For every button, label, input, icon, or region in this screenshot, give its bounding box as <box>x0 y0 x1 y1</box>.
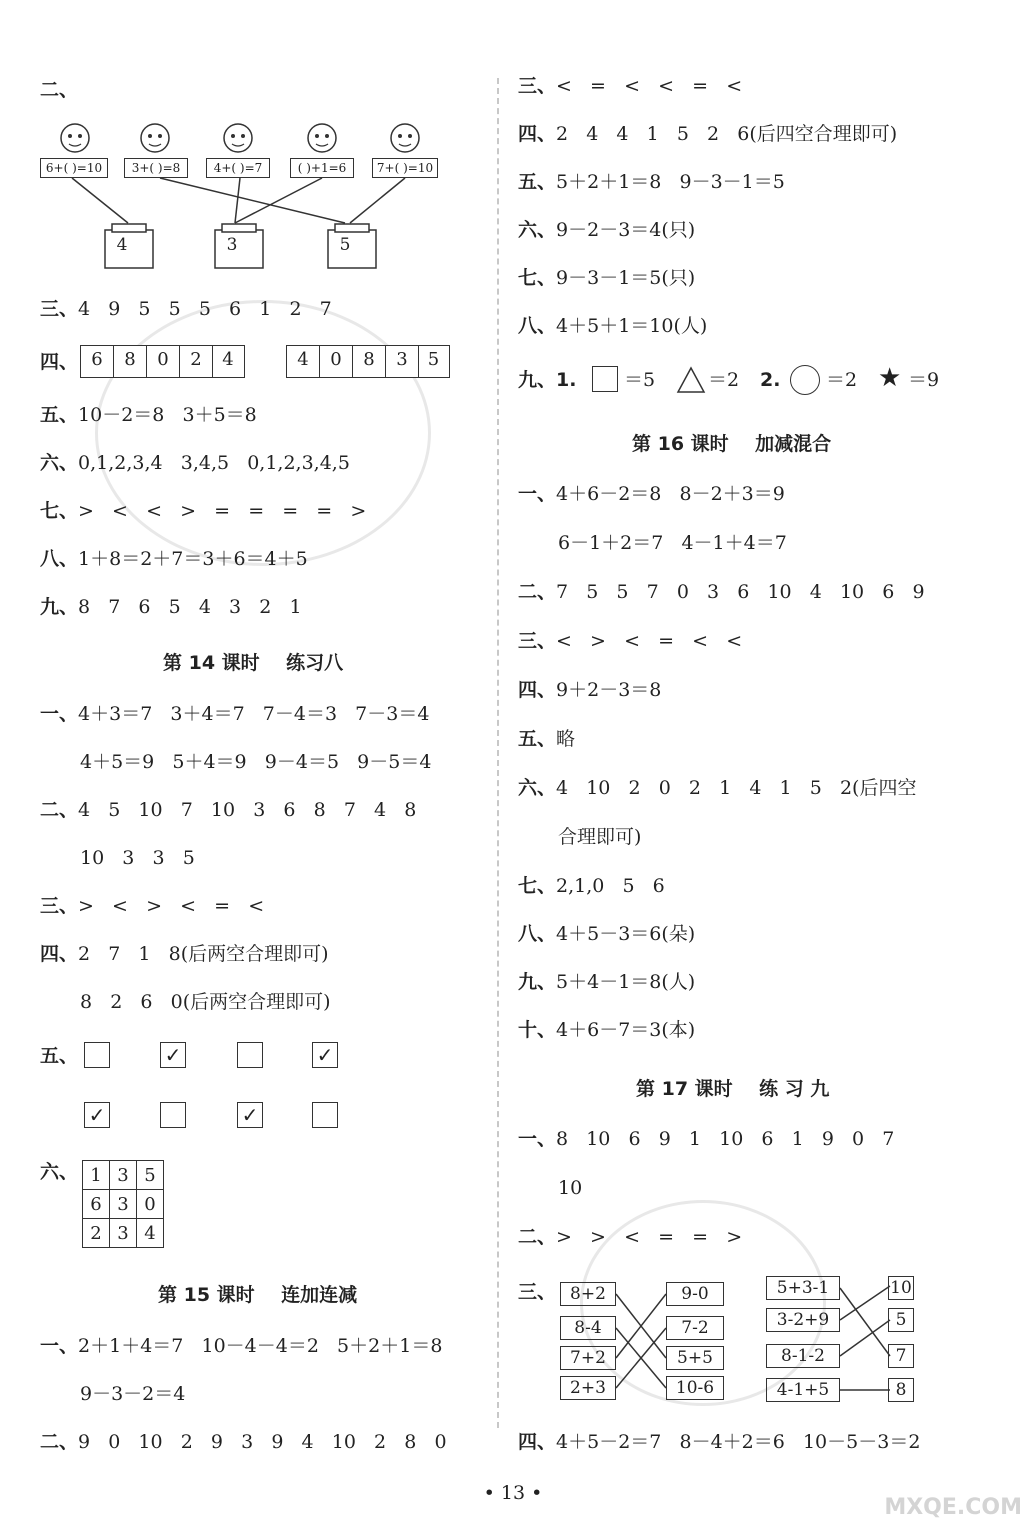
grid-cell: 5 <box>137 1161 164 1190</box>
match-box: 4-1+5 <box>766 1378 840 1402</box>
l14-q3: 三、> < > < = < <box>40 895 265 917</box>
checkbox-empty <box>160 1102 186 1128</box>
match-line <box>235 178 240 223</box>
triangle-shape <box>676 366 706 394</box>
l16-q8: 八、4＋5－3＝6(朵) <box>518 923 696 945</box>
match-box: 2+3 <box>560 1376 616 1400</box>
l16-q2: 二、7 5 5 7 0 3 6 10 4 10 6 9 <box>518 581 925 603</box>
right-q9-part2: 2. <box>760 369 781 391</box>
l16-q5: 五、略 <box>518 728 576 750</box>
checkbox-checked: ✓ <box>160 1042 186 1068</box>
checkbox-checked: ✓ <box>84 1102 110 1128</box>
right-q7: 七、9－3－1＝5(只) <box>518 267 696 289</box>
match-line <box>160 178 345 223</box>
l14-q6-label: 六、 <box>40 1161 79 1183</box>
l16-q3: 三、< > < = < < <box>518 630 743 652</box>
right-q8: 八、4＋5＋1＝10(人) <box>518 315 708 337</box>
left-q3: 三、4 9 5 5 5 6 1 2 7 <box>40 298 332 320</box>
l16-q1-line1: 一、4＋6－2＝8 8－2＋3＝9 <box>518 483 785 505</box>
match-box: 8+2 <box>560 1282 616 1306</box>
l14-q2-line1: 二、4 5 10 7 10 3 6 8 7 4 8 <box>40 799 417 821</box>
match-line <box>235 178 322 223</box>
grid-cell: 2 <box>83 1219 110 1248</box>
strip-cell: 0 <box>147 346 180 377</box>
site-watermark: MXQE.COM <box>884 1495 1022 1520</box>
right-q3: 三、< = < < = < <box>518 75 743 97</box>
match-box: 10-6 <box>666 1376 724 1400</box>
monkey-sign: ( )+1=6 <box>290 158 354 178</box>
right-q9: 九、1. <box>518 369 577 391</box>
l14-q2-line2: 10 3 3 5 <box>80 847 195 869</box>
strip-cell: 0 <box>320 346 353 377</box>
match-line <box>350 178 405 223</box>
l14-q4-line2: 8 2 6 0(后两空合理即可) <box>80 991 331 1013</box>
number-strip-b <box>286 345 450 378</box>
right-q4: 四、2 4 4 1 5 2 6(后四空合理即可) <box>518 123 898 145</box>
square-eq: ＝5 <box>624 369 656 391</box>
right-q6: 六、9－2－3＝4(只) <box>518 219 696 241</box>
l16-q4: 四、9＋2－3＝8 <box>518 679 662 701</box>
faint-stamp-left <box>95 300 431 566</box>
match-box: 3-2+9 <box>766 1308 840 1332</box>
checkbox-empty <box>312 1102 338 1128</box>
l14-q5-label: 五、 <box>40 1045 79 1067</box>
checkbox-empty <box>84 1042 110 1068</box>
circle-eq: ＝2 <box>826 369 858 391</box>
match-box: 5+5 <box>666 1346 724 1370</box>
number-grid <box>82 1160 164 1248</box>
l16-q6-line1: 六、4 10 2 0 2 1 4 1 5 2(后四空 <box>518 777 917 799</box>
left-q8: 八、1＋8＝2＋7＝3＋6＝4＋5 <box>40 548 308 570</box>
l16-q6-line2: 合理即可) <box>558 826 642 848</box>
star-eq: ＝9 <box>908 369 940 391</box>
monkey-sign: 3+( )=8 <box>124 158 188 178</box>
grid-cell: 0 <box>137 1190 164 1219</box>
monkey-icon <box>391 124 419 152</box>
triangle-eq: ＝2 <box>708 369 740 391</box>
match-box: 7+2 <box>560 1346 616 1370</box>
column-divider <box>497 78 499 1428</box>
l17-q1-line1: 一、8 10 6 9 1 10 6 1 9 0 7 <box>518 1128 895 1150</box>
match-box: 5 <box>888 1308 914 1332</box>
grid-cell: 3 <box>110 1190 137 1219</box>
match-box: 8-1-2 <box>766 1344 840 1368</box>
left-q2-label: 二、 <box>40 79 79 101</box>
monkey-sign: 6+( )=10 <box>40 158 108 178</box>
strip-cell: 2 <box>180 346 213 377</box>
grid-cell: 4 <box>137 1219 164 1248</box>
l14-q1-line2: 4＋5＝9 5＋4＝9 9－4＝5 9－5＝4 <box>80 751 432 773</box>
l16-q7: 七、2,1,0 5 6 <box>518 875 665 897</box>
strip-cell: 8 <box>353 346 386 377</box>
match-line <box>840 1320 890 1356</box>
left-q9: 九、8 7 6 5 4 3 2 1 <box>40 596 302 618</box>
l17-q4: 四、4＋5－2＝7 8－4＋2＝6 10－5－3＝2 <box>518 1431 921 1453</box>
match-line <box>840 1288 890 1356</box>
monkey-match-diagram <box>30 120 490 280</box>
match-box: 7-2 <box>666 1316 724 1340</box>
l14-q4-line1: 四、2 7 1 8(后两空合理即可) <box>40 943 329 965</box>
strip-cell: 3 <box>386 346 419 377</box>
page-number: • 13 • <box>483 1482 543 1504</box>
lesson-16-title: 第 16 课时 加减混合 <box>632 433 832 455</box>
monkey-icon <box>308 124 336 152</box>
monkey-icon <box>61 124 89 152</box>
lesson-15-title: 第 15 课时 连加连减 <box>158 1284 358 1306</box>
monkey-sign: 4+( )=7 <box>206 158 270 178</box>
l14-q1-line1: 一、4＋3＝7 3＋4＝7 7－4＝3 7－3＝4 <box>40 703 430 725</box>
lesson-17-title: 第 17 课时 练 习 九 <box>636 1078 830 1100</box>
left-q6: 六、0,1,2,3,4 3,4,5 0,1,2,3,4,5 <box>40 452 350 474</box>
strip-cell: 5 <box>427 349 440 370</box>
match-line <box>840 1286 890 1320</box>
match-box: 9-0 <box>666 1282 724 1306</box>
house-number: 4 <box>116 235 128 255</box>
match-line <box>72 178 128 223</box>
lesson-14-title: 第 14 课时 练习八 <box>163 652 344 674</box>
checkbox-checked: ✓ <box>237 1102 263 1128</box>
match-box: 7 <box>888 1344 914 1368</box>
monkey-icon <box>224 124 252 152</box>
l17-q3-label: 三、 <box>518 1281 557 1303</box>
house-number: 3 <box>226 235 238 255</box>
match-box: 10 <box>888 1276 914 1300</box>
l16-q10: 十、4＋6－7＝3(本) <box>518 1019 696 1041</box>
left-q4-label: 四、 <box>40 351 79 373</box>
monkey-icon <box>141 124 169 152</box>
l16-q1-line2: 6－1＋2＝7 4－1＋4＝7 <box>558 532 787 554</box>
match-box: 8-4 <box>560 1316 616 1340</box>
grid-cell: 3 <box>110 1219 137 1248</box>
l17-q2: 二、> > < = = > <box>518 1226 743 1248</box>
star-icon: ★ <box>878 363 902 393</box>
strip-cell: 8 <box>114 346 147 377</box>
l17-q1-line2: 10 <box>558 1177 583 1199</box>
strip-cell: 4 <box>222 349 234 370</box>
monkey-sign: 7+( )=10 <box>372 158 438 178</box>
grid-cell: 1 <box>83 1161 110 1190</box>
l16-q9: 九、5＋4－1＝8(人) <box>518 971 696 993</box>
grid-cell: 6 <box>83 1190 110 1219</box>
l15-q1-line2: 9－3－2＝4 <box>80 1383 186 1405</box>
circle-shape <box>790 365 820 395</box>
square-shape <box>592 366 618 392</box>
match-box: 5+3-1 <box>766 1276 840 1300</box>
l15-q2: 二、9 0 10 2 9 3 9 4 10 2 8 0 <box>40 1431 447 1453</box>
strip-cell: 4 <box>287 346 320 377</box>
grid-cell: 3 <box>110 1161 137 1190</box>
checkbox-empty <box>237 1042 263 1068</box>
checkbox-checked: ✓ <box>312 1042 338 1068</box>
right-q5: 五、5＋2＋1＝8 9－3－1＝5 <box>518 171 785 193</box>
number-strip-a <box>80 345 245 378</box>
strip-cell: 6 <box>81 346 114 377</box>
left-q5: 五、10－2＝8 3＋5＝8 <box>40 404 257 426</box>
left-q7: 七、> < < > = = = = > <box>40 500 367 522</box>
match-box: 8 <box>888 1378 914 1402</box>
l15-q1-line1: 一、2＋1＋4＝7 10－4－4＝2 5＋2＋1＝8 <box>40 1335 443 1357</box>
house-number: 5 <box>339 235 351 255</box>
